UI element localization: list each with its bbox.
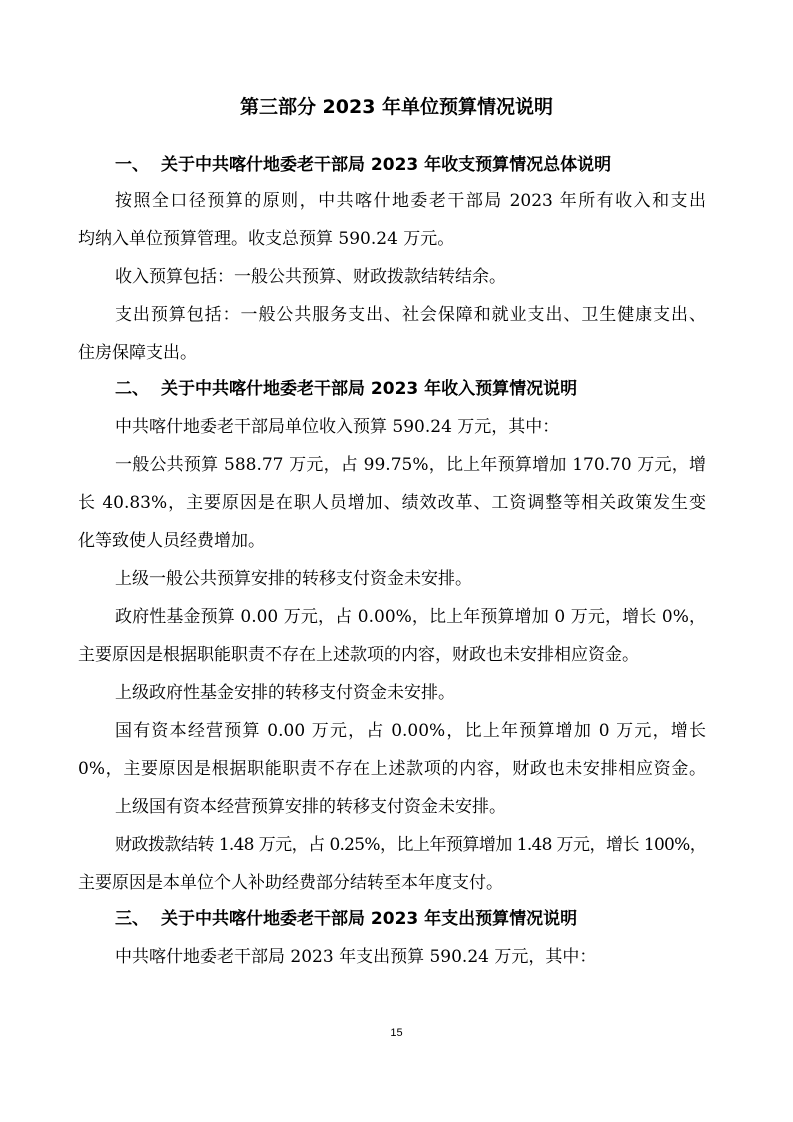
section-heading-2	[115, 376, 577, 402]
paragraph-line: 均纳入单位预算管理。收支总预算 590.24 万元。	[78, 229, 455, 249]
paragraph-line: 上级一般公共预算安排的转移支付资金未安排。	[115, 569, 472, 589]
paragraph-line: 0%，主要原因是根据职能职责不存在上述款项的内容，财政也未安排相应资金。	[78, 759, 706, 779]
paragraph-line: 主要原因是根据职能职责不存在上述款项的内容，财政也未安排相应资金。	[78, 645, 639, 665]
paragraph-line: 收入预算包括：一般公共预算、财政拨款结转结余。	[115, 267, 506, 287]
paragraph-line: 中共喀什地委老干部局单位收入预算 590.24 万元，其中：	[115, 417, 560, 437]
section-heading-text: 关于中共喀什地委老干部局 2023 年支出预算情况说明	[161, 909, 578, 929]
section-number: 三、	[115, 909, 149, 929]
paragraph-line: 中共喀什地委老干部局 2023 年支出预算 590.24 万元，其中：	[115, 947, 597, 967]
section-heading-text: 关于中共喀什地委老干部局 2023 年收入预算情况说明	[161, 379, 578, 399]
paragraph-line: 政府性基金预算 0.00 万元，占 0.00%，比上年预算增加 0 万元，增长 0%，	[115, 607, 706, 627]
section-number: 一、	[115, 155, 149, 175]
page-title: 第三部分 2023 年单位预算情况说明	[239, 96, 554, 118]
section-heading-1	[115, 152, 611, 178]
paragraph-line: 住房保障支出。	[78, 343, 197, 363]
paragraph-line: 按照全口径预算的原则，中共喀什地委老干部局 2023 年所有收入和支出	[115, 191, 706, 211]
section-number: 二、	[115, 379, 149, 399]
section-heading-3	[115, 906, 577, 932]
paragraph-line: 一般公共预算 588.77 万元，占 99.75%，比上年预算增加 170.70 万元，增	[115, 455, 706, 475]
paragraph-line: 长 40.83%，主要原因是在职人员增加、绩效改革、工资调整等相关政策发生变	[78, 493, 706, 513]
section-heading-text: 关于中共喀什地委老干部局 2023 年收支预算情况总体说明	[161, 155, 612, 175]
paragraph-line: 上级政府性基金安排的转移支付资金未安排。	[115, 683, 455, 703]
paragraph-line: 国有资本经营预算 0.00 万元，占 0.00%，比上年预算增加 0 万元，增长	[115, 721, 706, 741]
paragraph-line: 财政拨款结转 1.48 万元，占 0.25%，比上年预算增加 1.48 万元，增长 100%，	[115, 835, 706, 855]
paragraph-line: 上级国有资本经营预算安排的转移支付资金未安排。	[115, 797, 506, 817]
page-number: 15	[390, 1027, 403, 1039]
paragraph-line: 支出预算包括：一般公共服务支出、社会保障和就业支出、卫生健康支出、	[115, 305, 706, 325]
paragraph-line: 化等致使人员经费增加。	[78, 531, 265, 551]
paragraph-line: 主要原因是本单位个人补助经费部分结转至本年度支付。	[78, 873, 503, 893]
